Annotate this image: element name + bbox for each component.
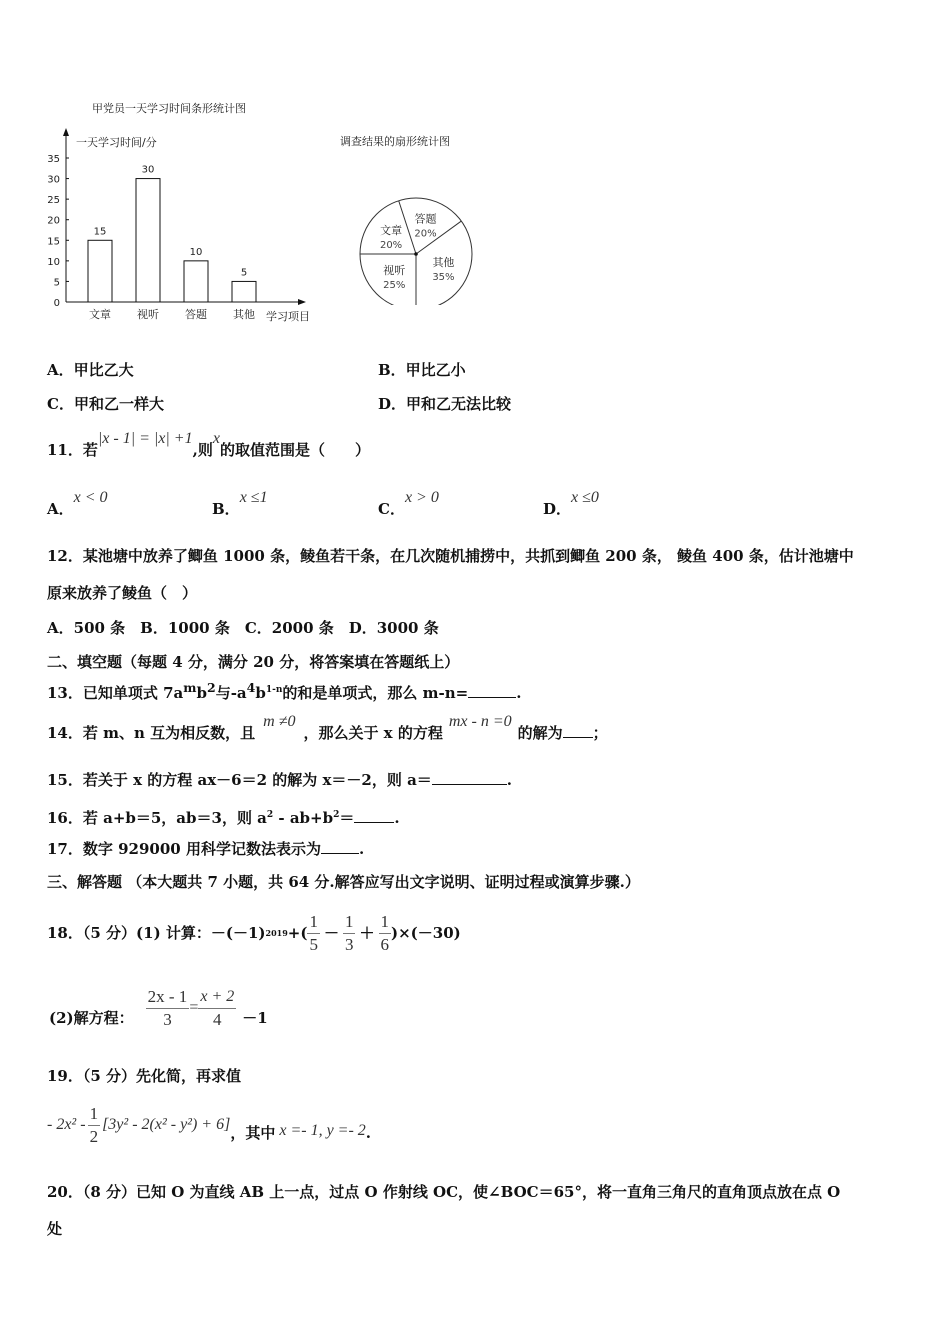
bar-value-label: 5 xyxy=(240,267,248,279)
q20-line1: 20．（8 分）已知 O 为直线 AB 上一点，过点 O 作射线 OC，使∠BOC＝65°，将一直角三角尺的直角顶点放在点 O xyxy=(47,1183,841,1201)
q11-post: 的取值范围是（ ） xyxy=(219,441,370,459)
t: - ab+b xyxy=(273,809,334,827)
label: B． xyxy=(212,500,240,518)
q10-option-a: A．甲比乙大 xyxy=(47,361,134,379)
math: x ≤1 xyxy=(239,489,268,506)
label: D． xyxy=(543,500,572,518)
t: . xyxy=(358,840,365,858)
answer-blank xyxy=(321,839,359,854)
question-19: 19．（5 分）先化简，再求值 xyxy=(47,1067,242,1085)
y-tick-label: 5 xyxy=(53,277,60,289)
math: mx - n =0 xyxy=(448,713,512,730)
math: [3y² - 2(x² - y²) + 6] xyxy=(102,1116,231,1133)
bar-value-label: 10 xyxy=(189,246,203,258)
x-axis-arrow xyxy=(298,299,306,305)
pie-slice-percent: 25% xyxy=(383,279,406,291)
t: 的解为 xyxy=(517,724,563,742)
pie-slice-label: 答题 xyxy=(414,212,437,226)
t: 15．若关于 x 的方程 ax－6＝2 的解为 x＝－2，则 a＝ xyxy=(47,771,432,789)
math: m ≠0 xyxy=(263,713,296,730)
math: x < 0 xyxy=(73,489,108,506)
q10-option-b: B．甲比乙小 xyxy=(378,361,466,379)
math: x > 0 xyxy=(404,489,439,506)
question-17 xyxy=(47,839,364,859)
q11-option-c xyxy=(378,489,439,520)
question-15 xyxy=(47,770,512,790)
question-18-part1 xyxy=(47,908,461,958)
t: 2 xyxy=(207,680,216,695)
fraction xyxy=(379,911,392,956)
t: 1-n xyxy=(265,685,283,695)
bar xyxy=(184,261,208,302)
question-18-part2 xyxy=(49,983,268,1033)
question-11 xyxy=(47,430,370,461)
t: ＋ xyxy=(359,924,375,942)
t: m xyxy=(183,680,197,695)
question-16 xyxy=(47,805,400,828)
t: (2)解方程： xyxy=(49,1009,134,1027)
q11-var: x xyxy=(212,430,220,447)
t: . xyxy=(394,809,400,827)
fraction xyxy=(307,911,320,956)
x-tick-label: 文章 xyxy=(89,308,111,321)
bar-value-label: 30 xyxy=(141,164,155,176)
x-axis-label: 学习项目 xyxy=(266,310,310,323)
t: 6 xyxy=(380,934,389,954)
t: 3 xyxy=(163,1009,172,1029)
q11-option-d xyxy=(543,489,599,520)
t: ＝ xyxy=(339,809,355,827)
q11-option-a xyxy=(47,489,108,520)
t: 2 xyxy=(89,1126,99,1146)
y-axis-arrow xyxy=(63,128,69,136)
x-tick-label: 答题 xyxy=(185,308,207,321)
bar xyxy=(136,179,160,302)
answer-blank xyxy=(468,683,516,698)
t: 14．若 m、n 互为相反数，且 xyxy=(47,724,256,742)
label: A． xyxy=(47,500,74,518)
q11-option-b xyxy=(212,489,268,520)
fraction xyxy=(198,986,236,1031)
t: 18．（5 分）(1) 计算：－(－1) xyxy=(47,924,266,942)
t: 17．数字 929000 用科学记数法表示为 xyxy=(47,840,321,858)
answer-blank xyxy=(354,808,394,823)
q12-line2: 原来放养了鲮鱼（ ） xyxy=(47,584,198,602)
t: ，那么关于 x 的方程 xyxy=(303,724,443,742)
chart-title: 甲党员一天学习时间条形统计图 xyxy=(92,102,246,115)
bar-chart xyxy=(40,90,330,330)
t: 3 xyxy=(344,934,354,954)
t: 2 xyxy=(266,810,274,820)
t: . xyxy=(516,684,522,702)
y-tick-label: 35 xyxy=(47,154,60,165)
pie-slice-label: 文章 xyxy=(380,223,403,237)
y-tick-label: 30 xyxy=(47,174,60,186)
pie-chart xyxy=(330,125,490,305)
pie-slice-percent: 35% xyxy=(432,271,455,283)
q10-option-c: C．甲和乙一样大 xyxy=(47,395,164,413)
pie-slice-label: 其他 xyxy=(432,255,455,269)
t: 1 xyxy=(88,1103,101,1126)
pie-center xyxy=(414,252,418,256)
section-2-heading: 二、填空题（每题 4 分，满分 20 分，将答案填在答题纸上） xyxy=(47,653,460,671)
q12-line1: 12．某池塘中放养了鲫鱼 1000 条，鲮鱼若干条，在几次随机捕捞中，共抓到鲫鱼 200 条， 鲮鱼 400 条，估计池塘中 xyxy=(47,547,854,565)
t: 的和是单项式，那么 m-n= xyxy=(282,684,469,702)
bar xyxy=(88,240,112,302)
fraction xyxy=(343,911,356,956)
answer-blank xyxy=(563,723,593,738)
t: －1 xyxy=(242,1009,268,1027)
t: 5 xyxy=(309,934,318,954)
t: b xyxy=(255,684,266,702)
y-tick-label: 20 xyxy=(47,215,60,227)
math: x =- 1, y =- 2 xyxy=(279,1122,366,1139)
section-3-heading: 三、解答题 （本大题共 7 小题，共 64 分.解答应写出文字说明、证明过程或演算步骤.） xyxy=(47,873,640,891)
y-tick-label: 15 xyxy=(47,236,60,248)
q11-expr: |x - 1| = |x| +1 xyxy=(97,430,193,447)
t: 2x - 1 xyxy=(146,986,190,1009)
q10-option-d: D．甲和乙无法比较 xyxy=(378,395,512,413)
y-tick-label: 25 xyxy=(47,195,60,207)
question-19-expression xyxy=(47,1100,371,1150)
t: )×(－30) xyxy=(391,924,461,942)
x-tick-label: 其他 xyxy=(233,308,255,321)
t: 4 xyxy=(213,1009,222,1029)
q11-pre: 11．若 xyxy=(47,441,98,459)
t: － xyxy=(323,924,339,942)
y-axis-label: 一天学习时间/分 xyxy=(76,136,157,149)
t: ，其中 xyxy=(230,1124,276,1142)
t: . xyxy=(365,1124,372,1142)
question-14 xyxy=(47,713,608,744)
math: x ≤0 xyxy=(571,489,599,506)
t: 1 xyxy=(379,911,392,934)
pie-slice-percent: 20% xyxy=(379,239,403,251)
t: 与-a xyxy=(215,684,247,702)
t: +( xyxy=(287,924,308,942)
y-tick-label: 10 xyxy=(47,256,60,268)
pie-slice-label: 视听 xyxy=(383,263,406,277)
t: ； xyxy=(592,724,608,742)
question-13 xyxy=(47,678,521,703)
q12-options: A．500 条 B．1000 条 C．2000 条 D．3000 条 xyxy=(47,619,439,637)
x-tick-label: 视听 xyxy=(137,308,159,321)
t: 1 xyxy=(307,911,320,934)
y-tick-label: 0 xyxy=(53,298,60,309)
answer-blank xyxy=(432,770,507,785)
fraction xyxy=(88,1103,101,1148)
math: - 2x² - xyxy=(47,1116,86,1133)
t: . xyxy=(506,771,513,789)
q20-line2: 处 xyxy=(47,1220,63,1238)
t: = xyxy=(189,999,199,1016)
pie-slice-percent: 20% xyxy=(414,228,437,240)
t: 1 xyxy=(343,911,356,934)
q11-mid: ,则 xyxy=(192,441,213,459)
bar-value-label: 15 xyxy=(93,226,107,238)
t: b xyxy=(196,684,207,702)
t: x + 2 xyxy=(198,986,236,1009)
t: 2 xyxy=(333,810,340,820)
fraction xyxy=(146,986,190,1031)
t: 16．若 a+b＝5，ab＝3，则 a xyxy=(47,809,267,827)
label: C． xyxy=(378,500,405,518)
bar xyxy=(232,281,256,302)
t: 4 xyxy=(246,680,256,695)
t: 13．已知单项式 7a xyxy=(47,684,184,702)
t: 2019 xyxy=(265,928,288,938)
chart-title: 调查结果的扇形统计图 xyxy=(340,135,450,148)
